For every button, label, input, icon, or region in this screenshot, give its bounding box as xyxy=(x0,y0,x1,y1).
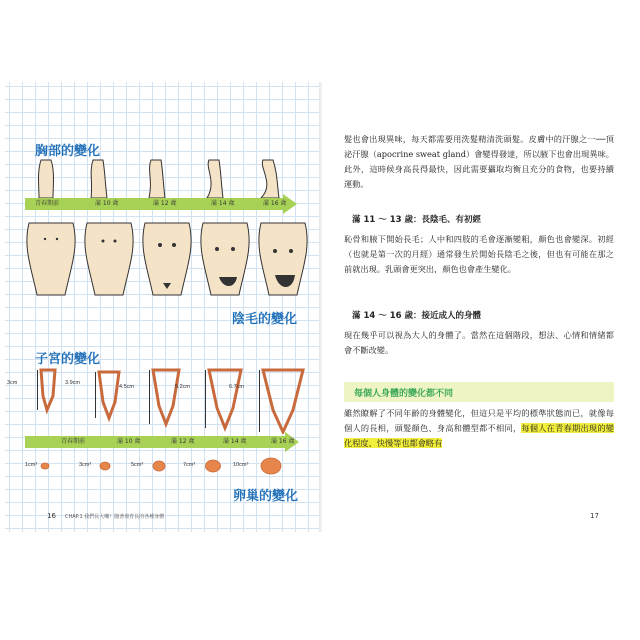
ovary-size-label: 10cm³ xyxy=(233,462,249,468)
age-timeline-top xyxy=(25,198,297,210)
ovary-growth-illustration xyxy=(9,454,309,480)
page-number-left: 16 xyxy=(47,512,56,520)
paragraph-3: 現在幾乎可以視為大人的身體了。當然在這個階段，想法、心情和情緒都會不斷改變。 xyxy=(344,330,614,355)
ovary-size-label: 5cm³ xyxy=(131,462,144,468)
right-page xyxy=(322,82,635,532)
paragraph-4 xyxy=(344,406,614,451)
timeline-label: 青春期前 xyxy=(35,200,60,207)
timeline-label: 滿 14 歲 xyxy=(211,200,235,207)
breast-profiles-illustration xyxy=(33,158,303,200)
uterus-growth-illustration xyxy=(13,366,313,434)
pubic-hair-heading: 陰毛的變化 xyxy=(232,312,298,327)
page-number-right: 17 xyxy=(590,512,599,520)
running-head: CHAP.1 我們長大囉！隨著發育長的各種身體 xyxy=(65,514,165,520)
ovary-size-label: 3cm³ xyxy=(79,462,92,468)
uterus-size-label: 5.2cm xyxy=(175,384,190,390)
timeline-label: 滿 10 歲 xyxy=(117,438,141,445)
subheading-age-14-16: 滿 14 ～ 16 歲：接近成人的身體 xyxy=(352,311,481,321)
timeline-label: 青春期前 xyxy=(61,438,86,445)
timeline-label: 滿 16 歲 xyxy=(263,200,287,207)
left-page xyxy=(5,82,321,532)
ovary-size-label: 7cm³ xyxy=(183,462,196,468)
section-title-box xyxy=(344,382,614,402)
paragraph-1: 髮也會出現異味，每天都需要用洗髮精清洗頭髮。皮膚中的汗腺之一──頂泌汗腺（apocrine sweat gland）會變得發達，所以腋下也會出現異味。此外，這時候身高長得最快，因此需要攝取均衡且充分的食物，也要持續運動。 xyxy=(344,134,614,189)
timeline-label: 滿 10 歲 xyxy=(95,200,119,207)
section-title: 每個人身體的變化都不同 xyxy=(354,389,454,399)
paragraph-2: 恥骨和腋下開始長毛；人中和四肢的毛會逐漸變粗，顏色也會變深。初經（也就是第一次的月經）通常發生於開始長陰毛之後，但也有可能在那之前就出現。乳頭會更突出，顏色也會產生變化。 xyxy=(344,234,614,274)
book-spread xyxy=(0,82,640,532)
paragraph-4-text: 雖然瞭解了不同年齡的身體變化，但這只是平均的標準狀態而已，就像每個人的長相，頭髮顏色、身高和體型都不相同， xyxy=(344,408,614,433)
age-timeline-bottom xyxy=(25,436,301,448)
ovary-size-label: 1cm³ xyxy=(25,462,38,468)
timeline-label: 滿 14 歲 xyxy=(223,438,247,445)
subheading-age-11-13: 滿 11 ～ 13 歲：長陰毛、有初經 xyxy=(352,215,481,225)
torso-fronts-illustration xyxy=(21,217,311,297)
highlighted-text: 每個人在青春期出現的變化程度、快慢等也都會略有 xyxy=(344,423,614,448)
uterus-heading: 子宮的變化 xyxy=(35,352,101,367)
ovary-heading: 卵巢的變化 xyxy=(233,489,299,504)
timeline-label: 滿 12 歲 xyxy=(153,200,177,207)
uterus-size-label: 3.9cm xyxy=(65,380,80,386)
timeline-label: 滿 12 歲 xyxy=(171,438,195,445)
timeline-label: 滿 16 歲 xyxy=(271,438,295,445)
uterus-size-label: 3cm xyxy=(7,380,18,386)
uterus-size-label: 4.5cm xyxy=(119,384,134,390)
uterus-size-label: 6.7cm xyxy=(229,384,244,390)
breast-heading: 胸部的變化 xyxy=(35,144,101,159)
